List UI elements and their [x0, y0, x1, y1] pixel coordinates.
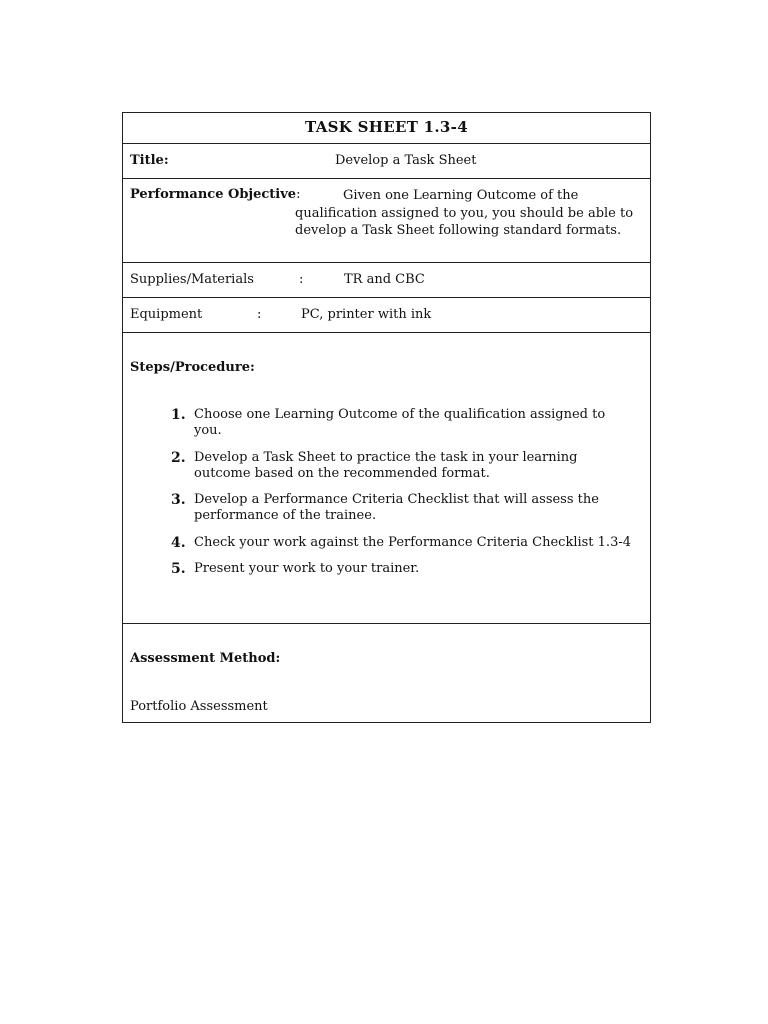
step-text: Choose one Learning Outcome of the qualification assigned to you. [194, 407, 606, 438]
title-value: Develop a Task Sheet [335, 153, 477, 168]
step-item [171, 450, 636, 482]
step-item [171, 407, 636, 439]
title-label: Title: [130, 153, 169, 168]
objective-colon: : [296, 187, 301, 202]
step-number: 2. [171, 449, 186, 466]
objective-label-text: Performance Objective [130, 187, 297, 202]
step-item [171, 492, 636, 524]
assessment-row [123, 624, 650, 722]
assessment-label: Assessment Method: [130, 651, 281, 666]
step-text: Check your work against the Performance Criteria Checklist 1.3-4 [194, 534, 631, 550]
step-item [171, 535, 636, 551]
step-number: 4. [171, 534, 186, 551]
step-number: 1. [171, 407, 186, 423]
assessment-value: Portfolio Assessment [130, 699, 268, 714]
step-text: Present your work to your trainer. [194, 561, 420, 576]
equipment-label: Equipment [130, 307, 203, 322]
step-number: 3. [171, 492, 186, 508]
supplies-value: TR and CBC [344, 272, 425, 287]
equipment-value: PC, printer with ink [301, 307, 432, 322]
supplies-row [123, 263, 650, 298]
task-sheet-table [122, 112, 651, 723]
title-row [123, 144, 650, 179]
sheet-heading: TASK SHEET 1.3-4 [123, 113, 650, 144]
equipment-row [123, 298, 650, 333]
steps-list [171, 407, 636, 588]
supplies-separator: : [299, 272, 304, 287]
step-text: Develop a Task Sheet to practice the task in your learning outcome based on the recommended format. [194, 449, 578, 481]
step-item [171, 561, 636, 577]
supplies-label: Supplies/Materials [130, 272, 254, 287]
objective-text: Given one Learning Outcome of the qualification assigned to you, you should be able to develop a Task Sheet following standard formats. [295, 188, 634, 238]
objective-label [130, 187, 300, 202]
equipment-separator: : [257, 307, 262, 322]
steps-label: Steps/Procedure: [130, 360, 255, 375]
steps-row [123, 333, 650, 624]
step-text: Develop a Performance Criteria Checklist that will assess the performance of the trainee. [194, 492, 599, 523]
performance-objective-row [123, 179, 650, 263]
step-number: 5. [171, 561, 186, 577]
